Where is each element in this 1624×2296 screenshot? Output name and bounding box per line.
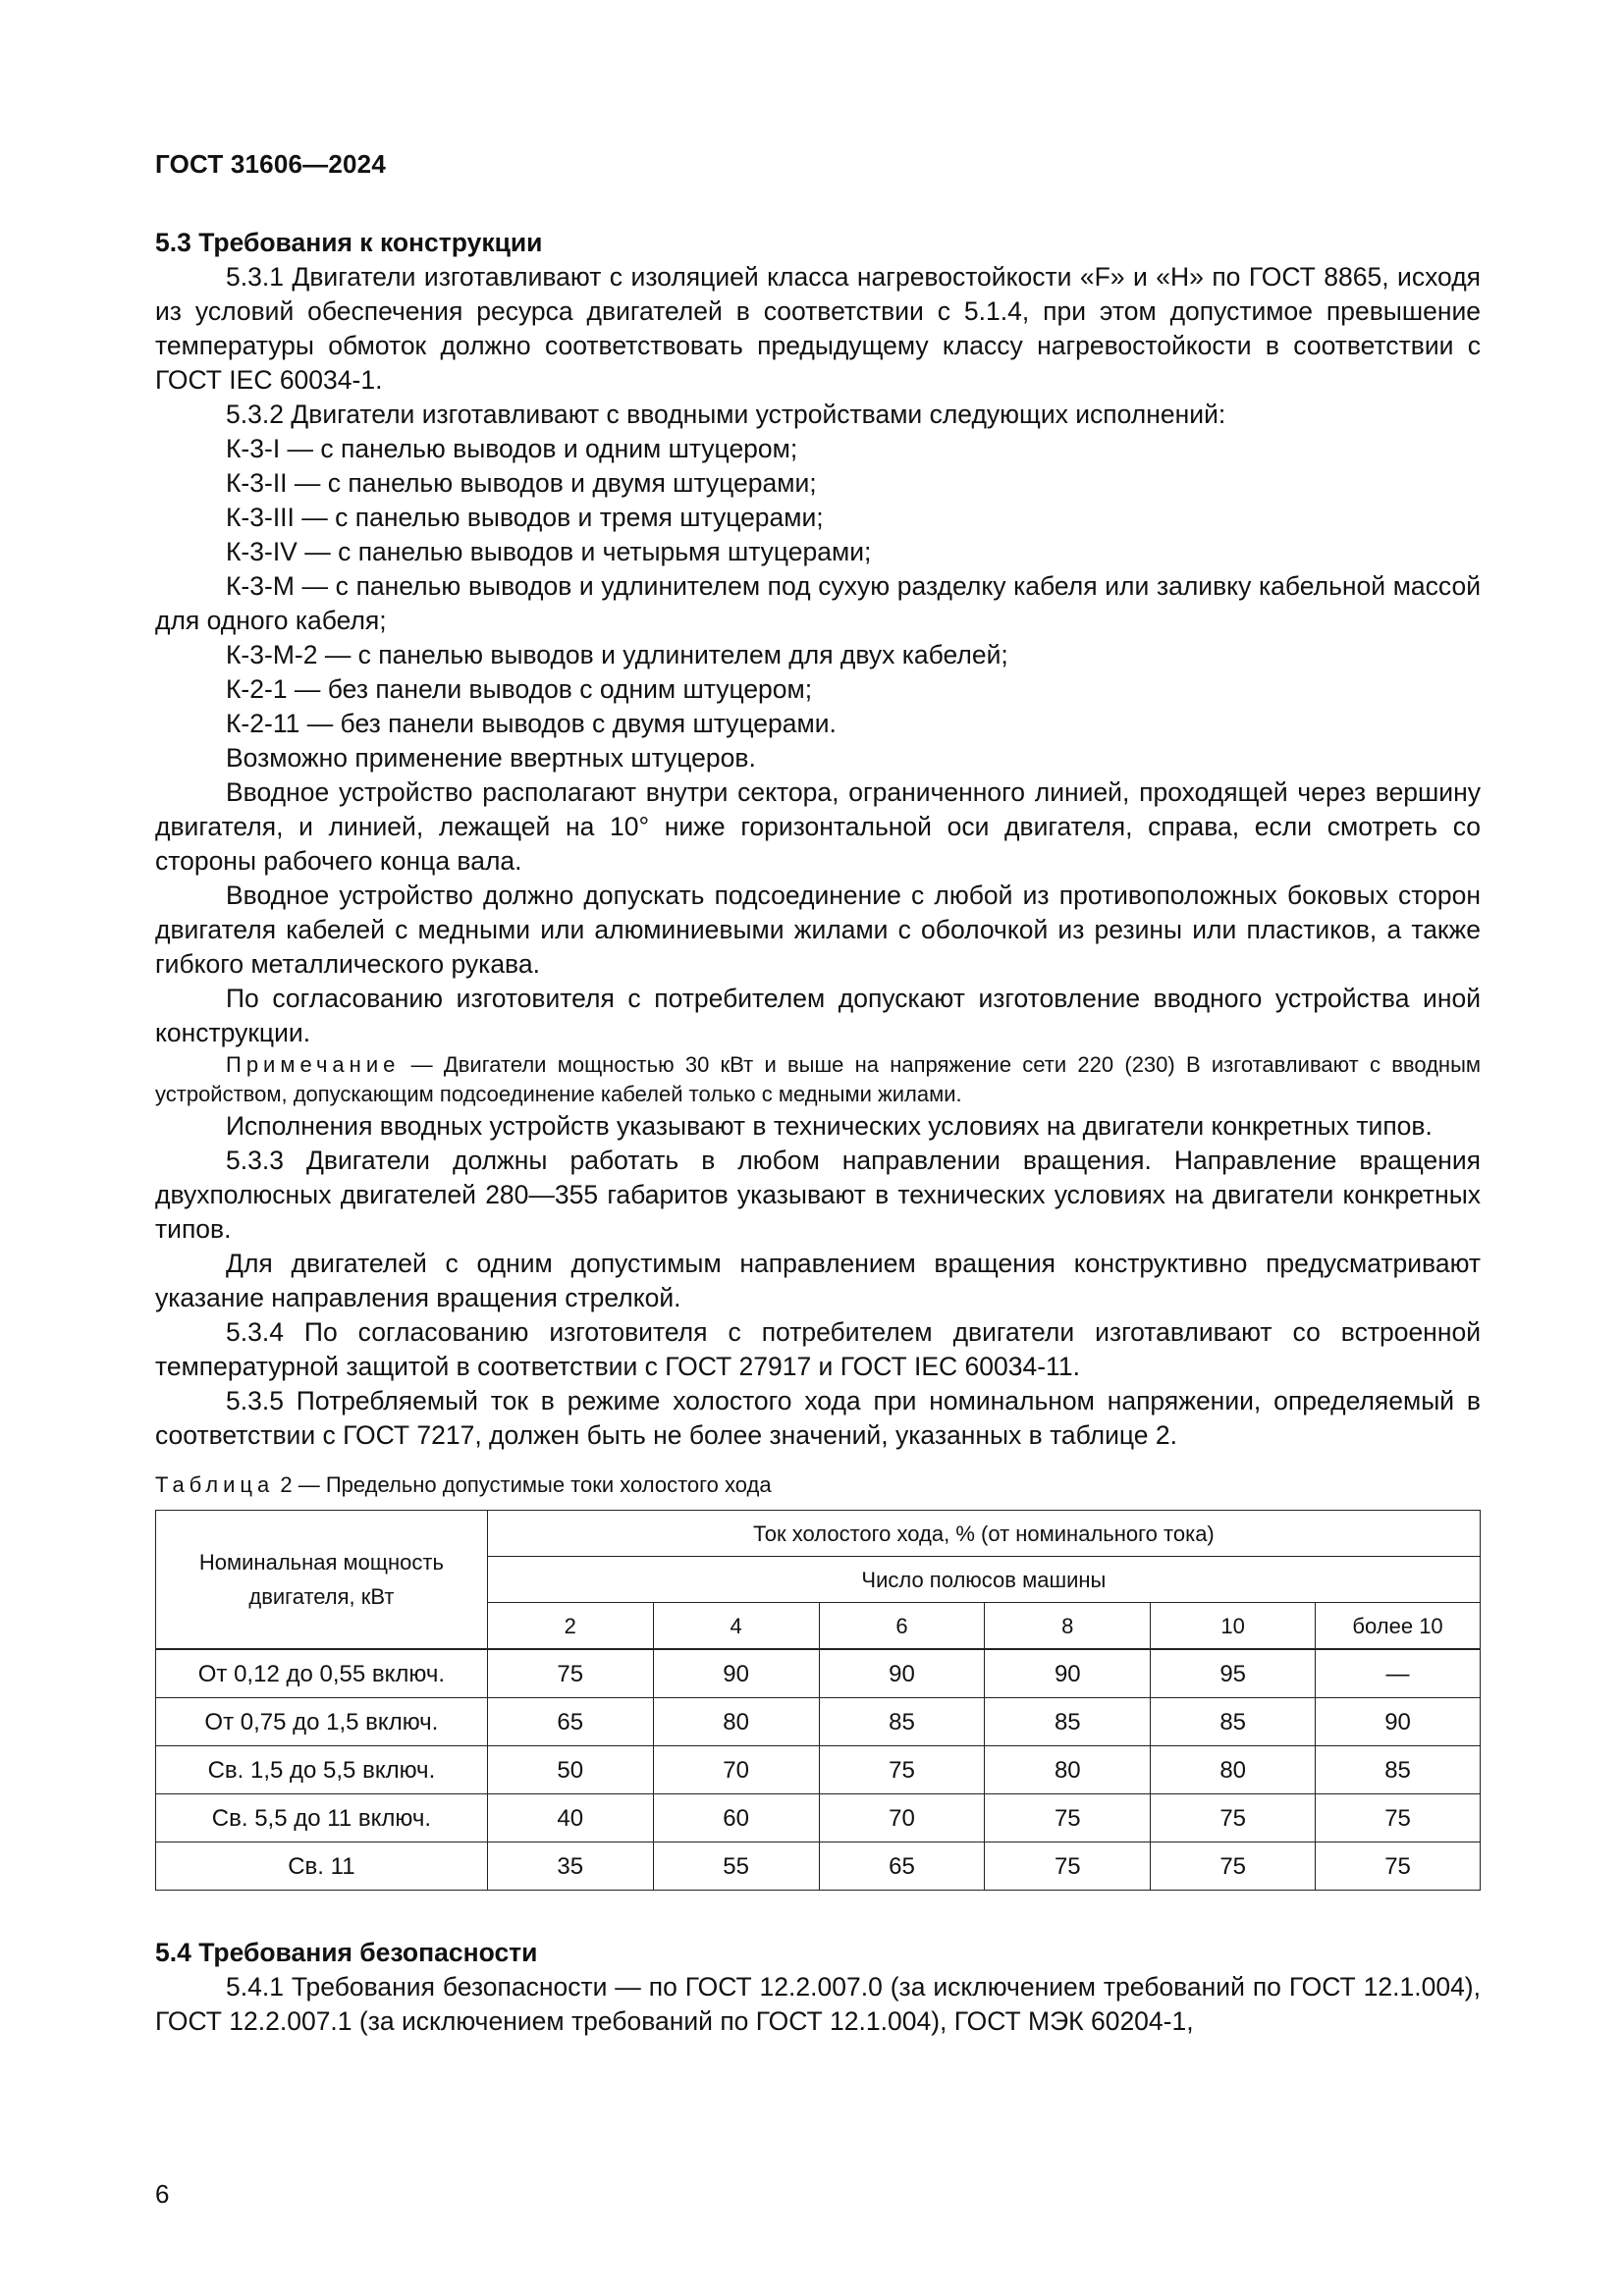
table-row <box>156 1794 1481 1842</box>
value-cell: 65 <box>819 1842 985 1891</box>
value-cell: 75 <box>1316 1842 1481 1891</box>
header-poles-8: 8 <box>985 1603 1151 1650</box>
section-5-4 <box>155 1936 1481 2039</box>
value-cell: 75 <box>819 1746 985 1794</box>
header-power: Номинальная мощность двигателя, кВт <box>156 1511 488 1650</box>
paragraph-agreement: По согласованию изготовителя с потребителем допускают изготовление вводного устройства иной конструкции. <box>155 984 1481 1047</box>
paragraph-placement: Вводное устройство располагают внутри сектора, ограниченного линией, проходящей через вершину двигателя, и линией, лежащей на 10° ниже горизонтальной оси двигателя, справа, если смотреть со стороны рабочего конца вала. <box>155 777 1481 876</box>
value-cell: 50 <box>487 1746 653 1794</box>
page-number: 6 <box>155 2179 170 2209</box>
value-cell: 85 <box>1316 1746 1481 1794</box>
paragraph-threaded-fittings: Возможно применение ввертных штуцеров. <box>226 743 756 773</box>
paragraph-connection: Вводное устройство должно допускать подсоединение с любой из противоположных боковых сторон двигателя кабелей с медными или алюминиевыми жилами с оболочкой из резины или пластиков, а также гибкого металлического рукава. <box>155 881 1481 979</box>
value-cell: 75 <box>487 1649 653 1698</box>
value-cell: 35 <box>487 1842 653 1891</box>
idle-current-table <box>155 1510 1481 1891</box>
note-label: Примечание <box>226 1052 401 1077</box>
document-code-header: ГОСТ 31606—2024 <box>155 149 386 179</box>
header-poles-2: 2 <box>487 1603 653 1650</box>
header-poles-6: 6 <box>819 1603 985 1650</box>
value-cell: 75 <box>1316 1794 1481 1842</box>
power-cell: Св. 1,5 до 5,5 включ. <box>156 1746 488 1794</box>
value-cell: 90 <box>985 1649 1151 1698</box>
table-2-caption <box>155 1470 1481 1500</box>
header-poles-4: 4 <box>653 1603 819 1650</box>
paragraph-5-3-2: 5.3.2 Двигатели изготавливают с вводными устройствами следующих исполнений: <box>226 400 1226 429</box>
variant-item: К-2-1 — без панели выводов с одним штуцером; <box>226 674 813 704</box>
table-caption-label: Таблица <box>155 1472 275 1497</box>
header-poles-more-10: более 10 <box>1316 1603 1481 1650</box>
value-cell: 80 <box>653 1698 819 1746</box>
value-cell: 40 <box>487 1794 653 1842</box>
variant-item: К-3-II — с панелью выводов и двумя штуцерами; <box>226 468 817 498</box>
value-cell: 65 <box>487 1698 653 1746</box>
value-cell: 60 <box>653 1794 819 1842</box>
value-cell: 85 <box>985 1698 1151 1746</box>
value-cell: 70 <box>819 1794 985 1842</box>
section-5-3-title: 5.3 Требования к конструкции <box>155 228 543 257</box>
header-idle-current: Ток холостого хода, % (от номинального тока) <box>487 1511 1480 1557</box>
variant-item: К-3-IV — с панелью выводов и четырьмя штуцерами; <box>226 537 872 566</box>
note <box>155 1050 1481 1109</box>
paragraph-specifications: Исполнения вводных устройств указывают в технических условиях на двигатели конкретных типов. <box>226 1111 1433 1141</box>
table-row <box>156 1842 1481 1891</box>
table-row <box>156 1698 1481 1746</box>
variant-item: К-3-М — с панелью выводов и удлинителем под сухую разделку кабеля или заливку кабельной массой для одного кабеля; <box>155 571 1481 635</box>
power-cell: От 0,12 до 0,55 включ. <box>156 1649 488 1698</box>
header-pole-count: Число полюсов машины <box>487 1557 1480 1603</box>
paragraph-direction-arrow: Для двигателей с одним допустимым направлением вращения конструктивно предусматривают указание направления вращения стрелкой. <box>155 1249 1481 1312</box>
variant-item: К-3-М-2 — с панелью выводов и удлинителем для двух кабелей; <box>226 640 1008 669</box>
value-cell: — <box>1316 1649 1481 1698</box>
value-cell: 85 <box>1151 1698 1316 1746</box>
value-cell: 90 <box>1316 1698 1481 1746</box>
variant-item: К-3-III — с панелью выводов и тремя штуцерами; <box>226 503 824 532</box>
paragraph-5-3-4: 5.3.4 По согласованию изготовителя с потребителем двигатели изготавливают со встроенной температурной защитой в соответствии с ГОСТ 27917 и ГОСТ IEC 60034-11. <box>155 1317 1481 1381</box>
value-cell: 55 <box>653 1842 819 1891</box>
section-5-4-title: 5.4 Требования безопасности <box>155 1938 538 1967</box>
variant-item: К-3-I — с панелью выводов и одним штуцером; <box>226 434 798 463</box>
value-cell: 90 <box>819 1649 985 1698</box>
value-cell: 75 <box>985 1794 1151 1842</box>
paragraph-5-3-1: 5.3.1 Двигатели изготавливают с изоляцией класса нагревостойкости «F» и «H» по ГОСТ 8865, исходя из условий обеспечения ресурса двигателей в соответствии с 5.1.4, при этом допустимое превышение температуры обмоток должно соответствовать предыдущему классу нагревостойкости в соответствии с ГОСТ IEC 60034-1. <box>155 262 1481 395</box>
table-caption-text: 2 — Предельно допустимые токи холостого хода <box>274 1472 772 1497</box>
value-cell: 70 <box>653 1746 819 1794</box>
value-cell: 75 <box>985 1842 1151 1891</box>
value-cell: 75 <box>1151 1794 1316 1842</box>
power-cell: От 0,75 до 1,5 включ. <box>156 1698 488 1746</box>
page-content <box>155 226 1481 2039</box>
header-poles-10: 10 <box>1151 1603 1316 1650</box>
value-cell: 90 <box>653 1649 819 1698</box>
power-cell: Св. 5,5 до 11 включ. <box>156 1794 488 1842</box>
value-cell: 80 <box>985 1746 1151 1794</box>
value-cell: 80 <box>1151 1746 1316 1794</box>
value-cell: 85 <box>819 1698 985 1746</box>
value-cell: 75 <box>1151 1842 1316 1891</box>
table-row <box>156 1746 1481 1794</box>
table-row <box>156 1649 1481 1698</box>
value-cell: 95 <box>1151 1649 1316 1698</box>
variant-item: К-2-11 — без панели выводов с двумя штуцерами. <box>226 709 837 738</box>
paragraph-5-4-1: 5.4.1 Требования безопасности — по ГОСТ 12.2.007.0 (за исключением требований по ГОСТ 12.1.004), ГОСТ 12.2.007.1 (за исключением требований по ГОСТ 12.1.004), ГОСТ МЭК 60204-1, <box>155 1972 1481 2036</box>
paragraph-5-3-5: 5.3.5 Потребляемый ток в режиме холостого хода при номинальном напряжении, определяемый в соответствии с ГОСТ 7217, должен быть не более значений, указанных в таблице 2. <box>155 1386 1481 1450</box>
power-cell: Св. 11 <box>156 1842 488 1891</box>
note-text: — Двигатели мощностью 30 кВт и выше на напряжение сети 220 (230) В изготавливают с вводным устройством, допускающим подсоединение кабелей только с медными жилами. <box>155 1052 1481 1106</box>
paragraph-5-3-3: 5.3.3 Двигатели должны работать в любом направлении вращения. Направление вращения двухполюсных двигателей 280—355 габаритов указывают в технических условиях на двигатели конкретных типов. <box>155 1146 1481 1244</box>
